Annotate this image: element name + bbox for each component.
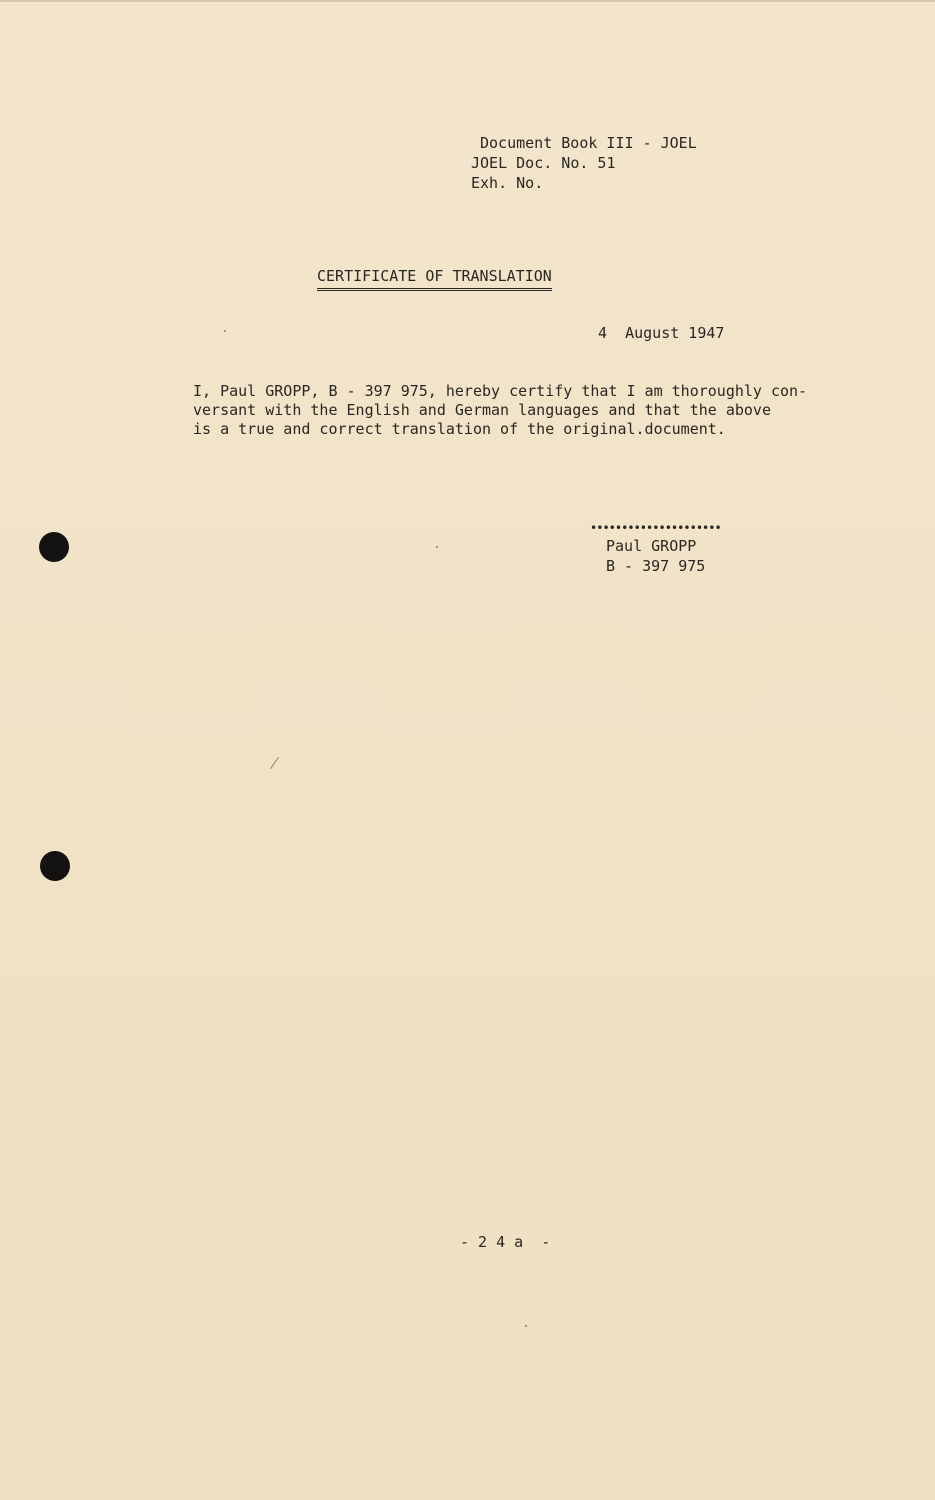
certificate-body [193, 382, 807, 439]
signatory-id: B - 397 975 [606, 557, 706, 575]
page-number: - 2 4 a - [460, 1233, 551, 1251]
page-top-edge [0, 0, 935, 2]
exhibit-number-line: Exh. No. [471, 174, 544, 192]
punch-hole [39, 532, 69, 562]
certificate-body-line: I, Paul GROPP, B - 397 975, hereby certify that I am thoroughly con- [193, 382, 808, 400]
signature-block [590, 520, 721, 576]
certificate-title: CERTIFICATE OF TRANSLATION [317, 266, 552, 291]
paper-speck [224, 330, 226, 332]
document-reference-block [471, 133, 697, 193]
signature-dotted-line: ••••••••••••••••••••• [590, 521, 721, 535]
paper-speck [436, 546, 438, 548]
paper-speck [525, 1325, 527, 1327]
paper-mark [270, 757, 279, 769]
certificate-body-line: versant with the English and German languages and that the above [193, 401, 771, 419]
document-book-line: Document Book III - JOEL [480, 134, 697, 152]
signatory-name: Paul GROPP [606, 537, 697, 555]
certificate-body-line: is a true and correct translation of the original.document. [193, 420, 726, 438]
document-number-line: JOEL Doc. No. 51 [471, 154, 616, 172]
punch-hole [40, 851, 70, 881]
certificate-date: 4 August 1947 [598, 324, 725, 342]
